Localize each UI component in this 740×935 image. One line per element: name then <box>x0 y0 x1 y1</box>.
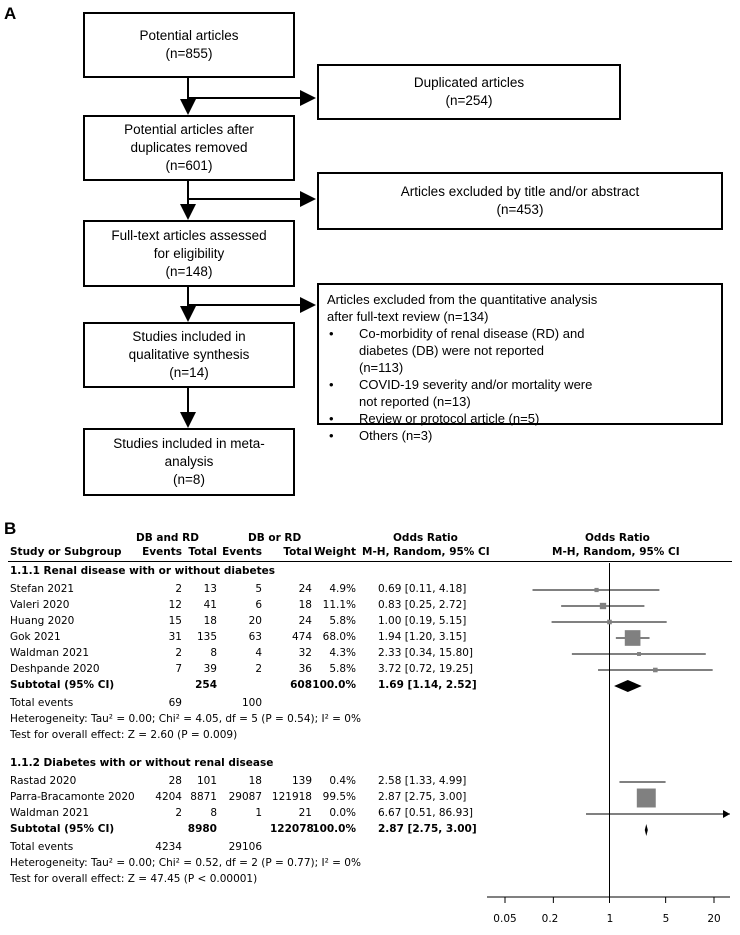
box-duplicated-line1: Duplicated articles <box>413 75 525 90</box>
total2: 36 <box>298 663 312 675</box>
ci-arrow <box>723 810 730 818</box>
study-marker <box>625 630 641 646</box>
subtotal-label: Subtotal (95% CI) <box>10 679 115 691</box>
axis-tick-label: 0.2 <box>541 913 559 925</box>
header-or-title: Odds Ratio <box>393 532 458 544</box>
total2: 24 <box>298 583 312 595</box>
header-plot-method: M-H, Random, 95% CI <box>552 546 680 558</box>
events2: 29087 <box>228 791 262 803</box>
box-qualitative-line3: (n=14) <box>169 365 209 380</box>
study-marker <box>600 603 606 609</box>
study-marker <box>637 652 641 656</box>
study-marker <box>642 781 644 783</box>
box-fulltext-line2: for eligibility <box>153 245 225 261</box>
box-meta-line3: (n=8) <box>173 472 205 487</box>
total2: 139 <box>291 775 312 787</box>
total1: 135 <box>196 631 217 643</box>
odds-ratio-ci: 2.33 [0.34, 15.80] <box>378 647 474 659</box>
summary-diamond <box>614 680 642 692</box>
total1: 18 <box>203 615 217 627</box>
box-excluded-title-line1: Articles excluded by title and/or abstract <box>400 184 640 199</box>
events1: 4204 <box>155 791 182 803</box>
box-qualitative-line2: qualitative synthesis <box>128 347 250 362</box>
subtotal-ci: 2.87 [2.75, 3.00] <box>378 823 477 835</box>
weight: 5.8% <box>329 615 356 627</box>
box-meta-line1: Studies included in meta- <box>113 436 265 451</box>
events1: 28 <box>168 775 182 787</box>
weight: 5.8% <box>329 663 356 675</box>
odds-ratio-ci: 2.87 [2.75, 3.00] <box>378 791 467 803</box>
odds-ratio-ci: 0.83 [0.25, 2.72] <box>378 599 467 611</box>
weight: 68.0% <box>322 631 356 643</box>
summary-diamond <box>645 824 648 836</box>
weight: 4.9% <box>329 583 356 595</box>
weight: 0.0% <box>329 807 356 819</box>
events2: 20 <box>248 615 262 627</box>
study-name: Waldman 2021 <box>10 807 90 819</box>
total-events2: 29106 <box>228 841 262 853</box>
subtotal-weight: 100.0% <box>312 679 356 691</box>
events2: 1 <box>255 807 262 819</box>
box-fulltext-line3: (n=148) <box>165 263 213 279</box>
header-group1: DB and RD <box>136 532 199 544</box>
events1: 15 <box>168 615 182 627</box>
exclusion-reason: • Review or protocol article (n=5) <box>345 410 609 427</box>
study-name: Gok 2021 <box>10 631 61 643</box>
header-or-method: M-H, Random, 95% CI <box>362 546 490 558</box>
total1: 101 <box>196 775 217 787</box>
events1: 7 <box>175 663 182 675</box>
box-excluded-quant-line2: after full-text review (n=134) <box>327 309 489 324</box>
study-name: Valeri 2020 <box>10 599 70 611</box>
total1: 39 <box>203 663 217 675</box>
box-meta-line2: analysis <box>164 454 214 469</box>
events1: 2 <box>175 647 182 659</box>
box-after-dup-line2: duplicates removed <box>130 140 248 155</box>
events2: 63 <box>248 631 262 643</box>
total2: 474 <box>291 631 312 643</box>
box-fulltext-line1: Full-text articles assessed <box>111 227 267 243</box>
events1: 2 <box>175 807 182 819</box>
study-marker <box>675 813 677 815</box>
study-name: Parra-Bracamonte 2020 <box>10 791 135 803</box>
box-excluded-quant-line1: Articles excluded from the quantitative analysis <box>327 292 598 307</box>
study-marker <box>607 620 612 625</box>
subtotal-ci: 1.69 [1.14, 2.52] <box>378 679 477 691</box>
subtotal-label: Subtotal (95% CI) <box>10 823 115 835</box>
subtotal-total2: 122078 <box>270 823 314 835</box>
events2: 6 <box>255 599 262 611</box>
weight: 99.5% <box>322 791 356 803</box>
total-events-label: Total events <box>10 697 74 709</box>
total1: 8871 <box>190 791 217 803</box>
events1: 12 <box>168 599 182 611</box>
events2: 5 <box>255 583 262 595</box>
total1: 13 <box>203 583 217 595</box>
events1: 2 <box>175 583 182 595</box>
heterogeneity-text: Heterogeneity: Tau² = 0.00; Chi² = 0.52, df = 2 (P = 0.77); I² = 0% <box>10 857 361 869</box>
exclusion-reason: • Co-morbidity of renal disease (RD) and diabetes (DB) were not reported (n=113) <box>345 325 589 376</box>
box-potential-line2: (n=855) <box>165 46 213 61</box>
subtotal-weight: 100.0% <box>312 823 356 835</box>
panel-a-label: A <box>4 4 17 23</box>
header-study: Study or Subgroup <box>10 546 122 558</box>
events2: 2 <box>255 663 262 675</box>
total2: 32 <box>298 647 312 659</box>
header-plot-title: Odds Ratio <box>585 532 650 544</box>
weight: 4.3% <box>329 647 356 659</box>
events2: 4 <box>255 647 262 659</box>
events1: 31 <box>168 631 182 643</box>
axis-tick-label: 5 <box>662 913 670 925</box>
exclusion-reason: • Others (n=3) <box>345 427 609 444</box>
subgroup2-title: 1.1.2 Diabetes with or without renal disease <box>10 757 274 769</box>
box-after-dup-line3: (n=601) <box>165 158 213 173</box>
overall-effect-text: Test for overall effect: Z = 2.60 (P = 0.009) <box>10 729 238 741</box>
header-events1: Events <box>142 546 182 558</box>
box-qualitative-line1: Studies included in <box>132 329 246 344</box>
header-total1: Total <box>188 546 217 558</box>
exclusion-reason: • COVID-19 severity and/or mortality were not reported (n=13) <box>345 376 609 410</box>
total2: 24 <box>298 615 312 627</box>
axis-tick-label: 20 <box>707 913 721 925</box>
odds-ratio-ci: 1.94 [1.20, 3.15] <box>378 631 467 643</box>
subgroup1-title: 1.1.1 Renal disease with or without diabetes <box>10 565 276 577</box>
box-potential-line1: Potential articles <box>139 28 239 43</box>
total-events1: 4234 <box>155 841 182 853</box>
total2: 21 <box>298 807 312 819</box>
study-name: Waldman 2021 <box>10 647 90 659</box>
study-name: Rastad 2020 <box>10 775 77 787</box>
total2: 121918 <box>271 791 312 803</box>
subtotal-total2: 608 <box>290 679 312 691</box>
total1: 8 <box>210 807 217 819</box>
total1: 41 <box>203 599 217 611</box>
odds-ratio-ci: 6.67 [0.51, 86.93] <box>378 807 474 819</box>
study-marker <box>594 588 598 592</box>
total2: 18 <box>298 599 312 611</box>
weight: 0.4% <box>329 775 356 787</box>
header-events2: Events <box>222 546 262 558</box>
box-excluded-title-line2: (n=453) <box>496 202 544 217</box>
header-group2: DB or RD <box>248 532 302 544</box>
odds-ratio-ci: 2.58 [1.33, 4.99] <box>378 775 467 787</box>
heterogeneity-text: Heterogeneity: Tau² = 0.00; Chi² = 4.05, df = 5 (P = 0.54); I² = 0% <box>10 713 361 725</box>
study-marker <box>653 668 658 673</box>
subtotal-total1: 254 <box>195 679 217 691</box>
study-name: Huang 2020 <box>10 615 75 627</box>
overall-effect-text: Test for overall effect: Z = 47.45 (P < 0.00001) <box>10 873 258 885</box>
axis-tick-label: 0.05 <box>493 913 517 925</box>
box-after-dup-line1: Potential articles after <box>124 122 254 137</box>
study-name: Stefan 2021 <box>10 583 75 595</box>
total-events1: 69 <box>168 697 182 709</box>
odds-ratio-ci: 3.72 [0.72, 19.25] <box>378 663 474 675</box>
box-duplicated-line2: (n=254) <box>445 93 493 108</box>
odds-ratio-ci: 0.69 [0.11, 4.18] <box>378 583 467 595</box>
events2: 18 <box>248 775 262 787</box>
odds-ratio-ci: 1.00 [0.19, 5.15] <box>378 615 467 627</box>
header-weight: Weight <box>314 546 356 558</box>
total1: 8 <box>210 647 217 659</box>
total-events2: 100 <box>241 697 262 709</box>
study-marker <box>637 789 656 808</box>
axis-tick-label: 1 <box>606 913 614 925</box>
weight: 11.1% <box>322 599 356 611</box>
total-events-label: Total events <box>10 841 74 853</box>
study-name: Deshpande 2020 <box>10 663 100 675</box>
header-total2: Total <box>283 546 312 558</box>
subtotal-total1: 8980 <box>187 823 217 835</box>
panel-b-label: B <box>4 519 17 538</box>
